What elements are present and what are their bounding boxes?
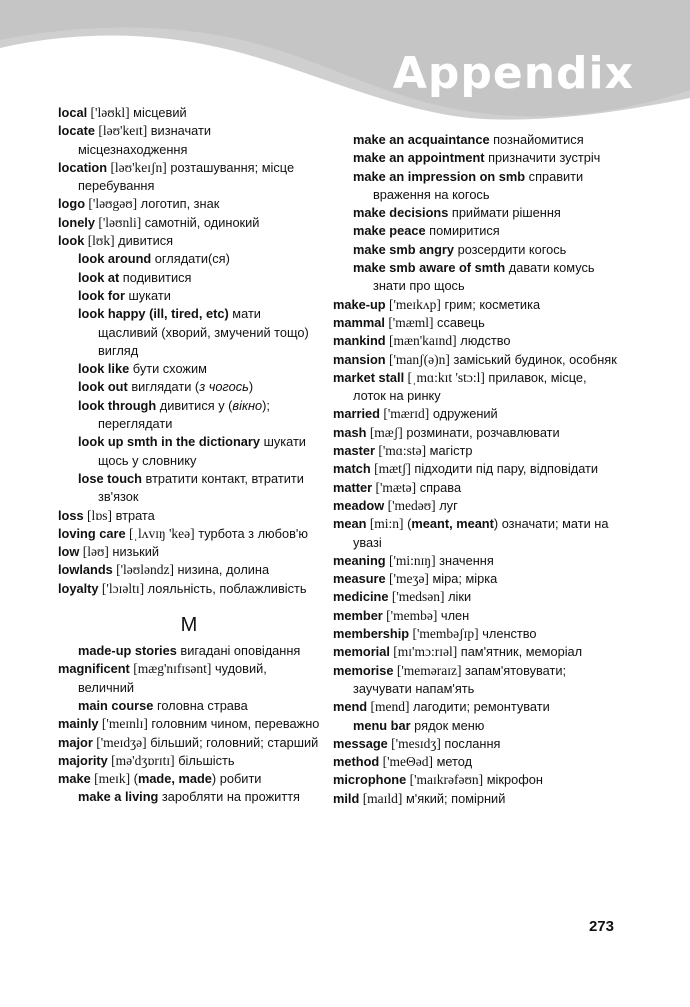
headword: membership xyxy=(333,626,410,642)
dictionary-subentry xyxy=(353,717,623,735)
headword: mend xyxy=(333,699,368,715)
dictionary-entry xyxy=(58,660,320,697)
translation: пам'ятник, меморіал xyxy=(457,644,583,660)
headword: look like xyxy=(78,361,130,377)
transcription: [ləʊ] xyxy=(79,544,109,560)
dictionary-entry xyxy=(58,580,320,598)
headword: look happy (ill, tired, etc) xyxy=(78,306,229,322)
translation: м'який; помірний xyxy=(402,790,506,806)
dictionary-entry xyxy=(333,735,623,753)
headword: memorial xyxy=(333,644,390,660)
headword: make xyxy=(58,771,91,787)
headword: majority xyxy=(58,752,108,768)
dictionary-entry xyxy=(333,698,623,716)
transcription: ['meʒə] xyxy=(385,571,429,587)
headword: made-up stories xyxy=(78,643,177,659)
headword: locate xyxy=(58,123,95,139)
dictionary-subentry xyxy=(78,470,320,507)
transcription: [mi:n] xyxy=(366,516,404,532)
dictionary-entry xyxy=(58,122,320,159)
dictionary-entry xyxy=(333,424,623,442)
transcription: [lɒs] xyxy=(83,507,113,523)
translation: значення xyxy=(435,552,494,568)
dictionary-entry xyxy=(333,296,623,314)
bold-form: meant, meant xyxy=(411,516,494,532)
dictionary-entry xyxy=(333,753,623,771)
headword: make an impression on smb xyxy=(353,168,526,184)
dictionary-entry xyxy=(333,369,623,406)
translation: міра; мірка xyxy=(428,571,498,587)
translation: метод xyxy=(433,754,473,770)
translation: головна страва xyxy=(153,697,248,713)
translation: заробляти на прожиття xyxy=(158,789,300,805)
translation: оглядати(ся) xyxy=(151,251,230,267)
dictionary-subentry xyxy=(78,697,320,715)
translation: подивитися xyxy=(119,269,192,285)
translation: запам'ятовувати; заучувати напам'ять xyxy=(353,662,567,696)
translation: розташування; місце перебування xyxy=(78,159,295,194)
dictionary-entry xyxy=(333,479,623,497)
headword: lose touch xyxy=(78,470,142,486)
translation: справа xyxy=(416,479,462,495)
dictionary-subentry xyxy=(78,269,320,287)
headword: matter xyxy=(333,479,373,495)
headword: message xyxy=(333,735,388,751)
translation: мати щасливий (хворий, змучений тощо) вигляд xyxy=(98,306,309,358)
translation: ) xyxy=(248,379,254,395)
italic-note: вікно xyxy=(232,397,263,413)
translation: вигадані оповідання xyxy=(176,643,301,659)
headword: look at xyxy=(78,269,120,285)
translation: шукати xyxy=(124,287,171,303)
transcription: [ˌmɑ:kɪt 'stɔ:l] xyxy=(404,369,485,385)
headword: mean xyxy=(333,516,367,532)
transcription: ['ləʊgəʊ] xyxy=(85,196,138,212)
headword: make an acquaintance xyxy=(353,132,490,147)
dictionary-subentry xyxy=(78,397,320,434)
transcription: [mæg'nɪfɪsənt] xyxy=(129,661,212,677)
translation: одружений xyxy=(429,406,498,422)
translation: самотній, одинокий xyxy=(141,214,260,230)
headword: make smb aware of smth xyxy=(353,260,506,276)
dictionary-subentry xyxy=(78,250,320,268)
headword: make smb angry xyxy=(353,241,455,257)
translation: дивитися xyxy=(114,233,174,249)
headword: make an appointment xyxy=(353,150,485,166)
page-number: 273 xyxy=(588,918,614,935)
dictionary-entry xyxy=(58,715,320,733)
dictionary-subentry xyxy=(353,204,623,222)
dictionary-entry xyxy=(333,790,623,808)
headword: mammal xyxy=(333,314,385,330)
translation: ) робити xyxy=(211,771,262,787)
translation: лояльність, поблажливість xyxy=(144,580,307,596)
transcription: [mæʃ] xyxy=(366,424,403,440)
translation: шукати щось у словнику xyxy=(98,434,306,468)
translation: розсердити когось xyxy=(454,241,567,257)
transcription: ['mɑ:stə] xyxy=(374,443,427,459)
transcription: ['mætə] xyxy=(372,479,417,495)
dictionary-entry xyxy=(58,770,320,788)
translation: ліки xyxy=(444,589,472,605)
headword: lonely xyxy=(58,214,95,230)
translation: ссавець xyxy=(433,314,485,330)
headword: look through xyxy=(78,397,157,413)
transcription: [mɪ'mɔ:rɪəl] xyxy=(389,644,458,660)
dictionary-entry xyxy=(58,543,320,561)
translation: втратити контакт, втратити зв'язок xyxy=(98,470,304,505)
page-title: Appendix xyxy=(392,48,634,99)
dictionary-entry xyxy=(58,525,320,543)
transcription: [meɪk] xyxy=(90,771,131,787)
dictionary-subentry xyxy=(78,788,320,806)
dictionary-entry xyxy=(333,570,623,588)
dictionary-subentry xyxy=(353,241,623,259)
transcription: [ləʊ'keɪt] xyxy=(95,123,148,139)
headword: major xyxy=(58,734,93,750)
dictionary-entry xyxy=(333,515,623,552)
translation: мікрофон xyxy=(483,772,543,788)
dictionary-entry xyxy=(58,104,320,122)
transcription: [mæn'kaɪnd] xyxy=(385,333,457,349)
translation: ( xyxy=(130,771,138,787)
translation: послання xyxy=(440,735,501,751)
translation: призначити зустріч xyxy=(484,150,601,166)
translation: місцевий xyxy=(129,105,187,120)
transcription: ['ləʊnli] xyxy=(94,214,142,230)
translation: турбота з любов'ю xyxy=(194,525,308,541)
dictionary-entry xyxy=(333,460,623,478)
dictionary-subentry xyxy=(353,259,623,296)
dictionary-entry xyxy=(333,625,623,643)
headword: lowlands xyxy=(58,562,113,578)
translation: розминати, розчавлювати xyxy=(402,424,560,440)
transcription: ['mærɪd] xyxy=(379,406,430,422)
translation: приймати рішення xyxy=(448,205,561,221)
translation: ) означати; мати на увазі xyxy=(353,516,609,550)
headword: match xyxy=(333,461,371,477)
translation: заміський будинок, особняк xyxy=(449,351,617,367)
translation: справити враження на когось xyxy=(373,168,584,202)
dictionary-subentry xyxy=(78,287,320,305)
transcription: ['mesɪdʒ] xyxy=(387,735,441,751)
dictionary-entry xyxy=(333,643,623,661)
translation: лагодити; ремонтувати xyxy=(409,699,550,715)
dictionary-subentry xyxy=(78,305,320,360)
transcription: ['meɪnlɪ] xyxy=(98,716,148,732)
translation: грим; косметика xyxy=(440,296,541,312)
transcription: ['ləʊləndz] xyxy=(112,562,174,578)
transcription: ['medsən] xyxy=(388,589,445,605)
headword: menu bar xyxy=(353,717,411,733)
translation: ( xyxy=(403,516,412,532)
headword: local xyxy=(58,105,88,120)
dictionary-entry xyxy=(58,214,320,232)
dictionary-subentry xyxy=(78,378,320,396)
dictionary-entry xyxy=(333,552,623,570)
transcription: ['meɪkʌp] xyxy=(385,296,441,312)
headword: location xyxy=(58,159,108,175)
translation: втрата xyxy=(112,507,155,523)
dictionary-entry xyxy=(333,332,623,350)
transcription: ['medəʊ] xyxy=(384,497,436,513)
bold-form: made, made xyxy=(137,771,212,787)
right-column xyxy=(333,131,623,808)
headword: member xyxy=(333,607,383,623)
headword: memorise xyxy=(333,662,394,678)
section-letter: M xyxy=(180,614,198,637)
headword: look up smth in the dictionary xyxy=(78,434,261,450)
headword: loss xyxy=(58,507,84,523)
translation: головним чином, переважно xyxy=(147,716,320,732)
transcription: ['mi:nɪŋ] xyxy=(385,552,436,568)
dictionary-entry xyxy=(333,442,623,460)
headword: logo xyxy=(58,196,86,212)
dictionary-subentry xyxy=(353,131,623,149)
translation: магістр xyxy=(426,443,473,459)
headword: meaning xyxy=(333,552,386,568)
translation: логотип, знак xyxy=(137,196,220,212)
headword: make a living xyxy=(78,789,159,805)
dictionary-subentry xyxy=(78,360,320,378)
headword: main course xyxy=(78,697,154,713)
dictionary-entry xyxy=(333,588,623,606)
transcription: ['maɪkrəfəʊn] xyxy=(406,772,484,788)
dictionary-entry xyxy=(333,351,623,369)
dictionary-entry xyxy=(58,734,320,752)
transcription: ['ləʊkl] xyxy=(87,105,130,120)
transcription: ['meɪdʒə] xyxy=(92,734,147,750)
translation: низький xyxy=(108,544,160,560)
transcription: ['manʃ(ə)n] xyxy=(385,351,450,367)
translation: більший; головний; старший xyxy=(146,734,319,750)
dictionary-entry xyxy=(58,507,320,525)
translation: познайомитися xyxy=(489,132,584,147)
translation: членство xyxy=(478,626,537,642)
headword: medicine xyxy=(333,589,389,605)
dictionary-entry xyxy=(333,405,623,423)
transcription: ['memәraɪz] xyxy=(393,662,462,678)
transcription: [maɪld] xyxy=(359,790,403,806)
headword: make decisions xyxy=(353,205,449,221)
dictionary-entry xyxy=(333,607,623,625)
translation: визначати місцезнаходження xyxy=(78,123,211,157)
headword: loyalty xyxy=(58,580,99,596)
translation: чудовий, величний xyxy=(78,661,267,695)
headword: method xyxy=(333,754,380,770)
transcription: ['mæml] xyxy=(384,314,434,330)
headword: low xyxy=(58,544,80,560)
headword: loving care xyxy=(58,525,126,541)
translation: підходити під пару, відповідати xyxy=(410,461,599,477)
dictionary-subentry xyxy=(78,433,320,470)
left-column xyxy=(58,104,320,807)
transcription: [ˌlʌvɪŋ 'keə] xyxy=(125,525,195,541)
translation: луг xyxy=(435,497,458,513)
transcription: [lʊk] xyxy=(84,233,115,249)
headword: make peace xyxy=(353,223,426,239)
translation: бути схожим xyxy=(129,361,207,377)
headword: married xyxy=(333,406,380,422)
transcription: ['lɔɪəltɪ] xyxy=(98,580,145,596)
transcription: [mend] xyxy=(367,699,410,715)
headword: mankind xyxy=(333,333,386,349)
translation: ); переглядати xyxy=(98,397,270,432)
translation: член xyxy=(437,607,470,623)
transcription: ['meΘəd] xyxy=(379,754,434,770)
headword: measure xyxy=(333,571,386,587)
dictionary-entry xyxy=(333,497,623,515)
headword: look xyxy=(58,233,85,249)
translation: рядок меню xyxy=(410,717,485,733)
dictionary-subentry xyxy=(353,149,623,167)
translation: помиритися xyxy=(425,223,500,239)
translation: давати комусь знати про щось xyxy=(373,260,595,294)
headword: look for xyxy=(78,287,125,303)
dictionary-subentry xyxy=(78,642,320,660)
dictionary-entry xyxy=(333,662,623,699)
headword: look around xyxy=(78,251,152,267)
translation: виглядати ( xyxy=(127,379,200,395)
translation: дивитися у ( xyxy=(156,397,233,413)
transcription: [mə'dʒɒrɪtɪ] xyxy=(107,752,175,768)
headword: mild xyxy=(333,790,360,806)
dictionary-subentry xyxy=(353,168,623,205)
dictionary-entry xyxy=(58,159,320,196)
dictionary-entry xyxy=(58,195,320,213)
headword: look out xyxy=(78,379,128,395)
translation: низина, долина xyxy=(173,562,270,578)
headword: mainly xyxy=(58,716,99,732)
transcription: ['membə] xyxy=(382,607,438,623)
transcription: ['membəʃɪp] xyxy=(409,626,479,642)
dictionary-entry xyxy=(58,752,320,770)
dictionary-subentry xyxy=(353,222,623,240)
dictionary-entry xyxy=(58,561,320,579)
translation: людство xyxy=(456,333,511,349)
headword: make-up xyxy=(333,296,386,312)
headword: microphone xyxy=(333,772,407,788)
translation: більшість xyxy=(174,752,235,768)
headword: magnificent xyxy=(58,661,130,677)
italic-note: з чогось xyxy=(199,379,249,395)
headword: master xyxy=(333,443,375,459)
headword: mansion xyxy=(333,351,386,367)
transcription: [mætʃ] xyxy=(370,461,411,477)
headword: mash xyxy=(333,424,367,440)
dictionary-entry xyxy=(333,314,623,332)
dictionary-entry xyxy=(333,771,623,789)
headword: market stall xyxy=(333,369,405,385)
translation: прилавок, місце, лоток на ринку xyxy=(353,369,587,404)
dictionary-entry xyxy=(58,232,320,250)
headword: meadow xyxy=(333,497,385,513)
transcription: [ləʊ'keɪʃn] xyxy=(107,159,167,175)
